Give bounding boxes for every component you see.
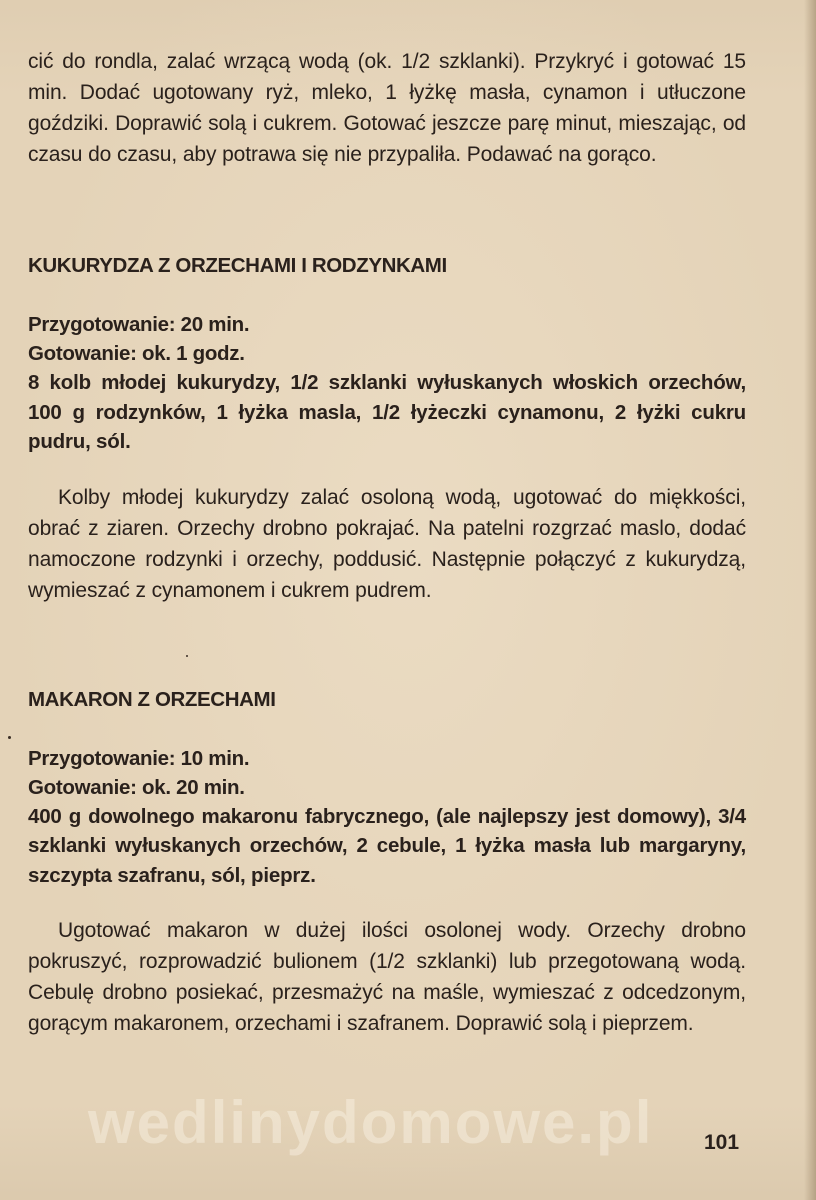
recipe-prep-time: Przygotowanie: 20 min. xyxy=(28,313,250,336)
print-speck xyxy=(186,655,188,657)
page-edge-shadow xyxy=(804,0,816,1200)
recipe-prep-time: Przygotowanie: 10 min. xyxy=(28,746,250,770)
print-speck xyxy=(8,736,11,739)
watermark: wedlinydomowe.pl xyxy=(88,1089,654,1156)
recipe-title-makaron: MAKARON Z ORZECHAMI xyxy=(28,687,276,711)
page-content xyxy=(28,46,746,1039)
recipe-cook-time: Gotowanie: ok. 20 min. xyxy=(28,775,245,799)
recipe-method: Kolby młodej kukurydzy zalać osoloną wodą, ugotować do miękkości, obrać z ziaren. Orzechy drobno pokrajać. Na patelni rozgrzać maslo, dodać namoczone rodzynki i orzechy, poddusić. Następnie połączyć z kukurydzą, wymieszać z cynamonem i cukrem pudrem. xyxy=(28,485,746,602)
page-number: 101 xyxy=(704,1131,740,1154)
recipe-method: Ugotować makaron w dużej ilości osolonej wody. Orzechy drobno pokruszyć, rozprowadzić bulionem (1/2 szklanki) lub przegotowaną wodą. Cebulę drobno posiekać, przesmażyć na maśle, wymieszać z odcedzonym, gorącym makaronem, orzechami i szafranem. Doprawić solą i pieprzem. xyxy=(28,919,746,1035)
recipe-ingredients: 400 g dowolnego makaronu fabrycznego, (ale najlepszy jest domowy), 3/4 szklanki wyłuskanych orzechów, 2 cebule, 1 łyżka masła lub margaryny, szczypta szafranu, sól, pieprz. xyxy=(28,804,746,887)
recipe-cook-time: Gotowanie: ok. 1 godz. xyxy=(28,342,245,365)
recipe-ingredients: 8 kolb młodej kukurydzy, 1/2 szklanki wyłuskanych włoskich orzechów, 100 g rodzynków, 1 łyżka masla, 1/2 łyżeczki cynamonu, 2 łyżki cukru pudru, sól. xyxy=(28,371,746,453)
intro-paragraph: cić do rondla, zalać wrzącą wodą (ok. 1/2 szklanki). Przykryć i gotować 15 min. Dodać ugotowany ryż, mleko, 1 łyżkę masła, cynamon i utłuczone goździki. Doprawić solą i cukrem. Gotować jeszcze parę minut, mieszając, od czasu do czasu, aby potrawa się nie przypaliła. Podawać na gorąco. xyxy=(28,50,746,166)
recipe-title-kukurydza: KUKURYDZA Z ORZECHAMI I RODZYNKAMI xyxy=(28,254,447,277)
